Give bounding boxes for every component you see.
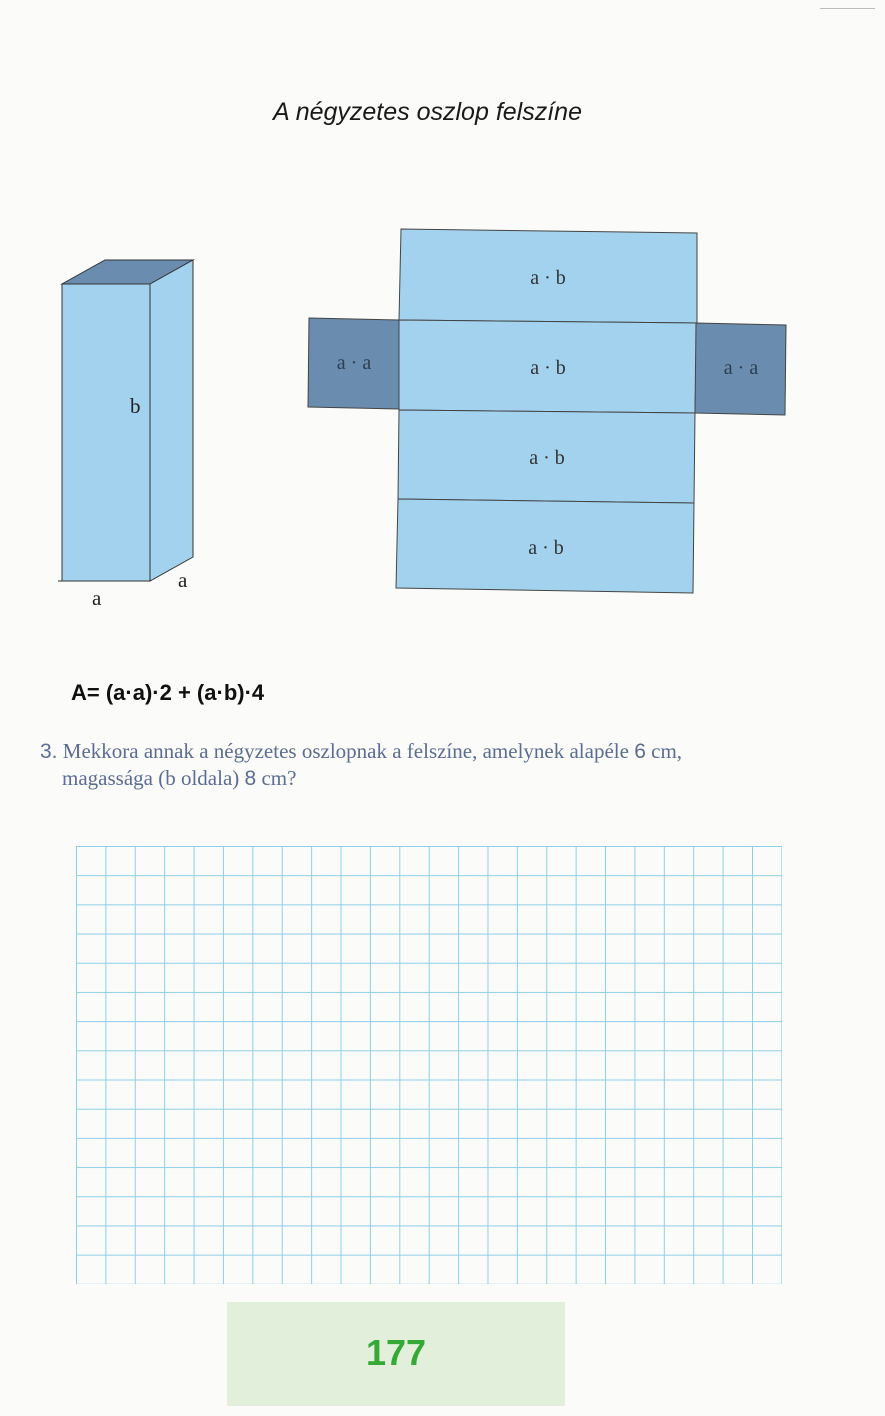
net-label-ab-3: a · b [529,447,565,469]
exercise-text-part3: magassága (b oldala) [62,766,245,790]
exercise-text-part4: cm? [256,766,297,790]
prism-height-label: b [130,394,141,418]
prism-depth-label: a [178,568,188,592]
exercise-text-part2: cm, [645,739,683,763]
net-label-ab-4: a · b [528,537,564,559]
net-label-aa-right: a · a [723,357,759,379]
exercise-text-part1: Mekkora annak a négyzetes oszlopnak a felszíne, amelynek alapéle [57,739,635,763]
page-number: 177 [365,1332,427,1373]
answer-grid [76,846,782,1284]
exercise-value-edge: 6 [634,740,646,763]
net-label-ab-2: a · b [530,357,566,379]
net-label-aa-left: a · a [336,352,372,374]
exercise-number: 3. [40,740,58,763]
prism-front-face [62,284,150,581]
surface-area-formula: A= (a·a)·2 + (a·b)·4 [71,680,265,705]
prism-width-label: a [92,586,102,610]
exercise-line-2 [40,765,830,792]
figure-area [0,0,885,660]
net-label-ab-1: a · b [530,267,566,289]
exercise-3 [40,738,830,792]
prism-net [308,229,786,593]
exercise-value-height: 8 [244,767,257,790]
prism-side-face [150,260,193,581]
prism-figure [58,260,193,610]
page-number-box [227,1302,565,1406]
page-title: A négyzetes oszlop felszíne [273,98,582,126]
